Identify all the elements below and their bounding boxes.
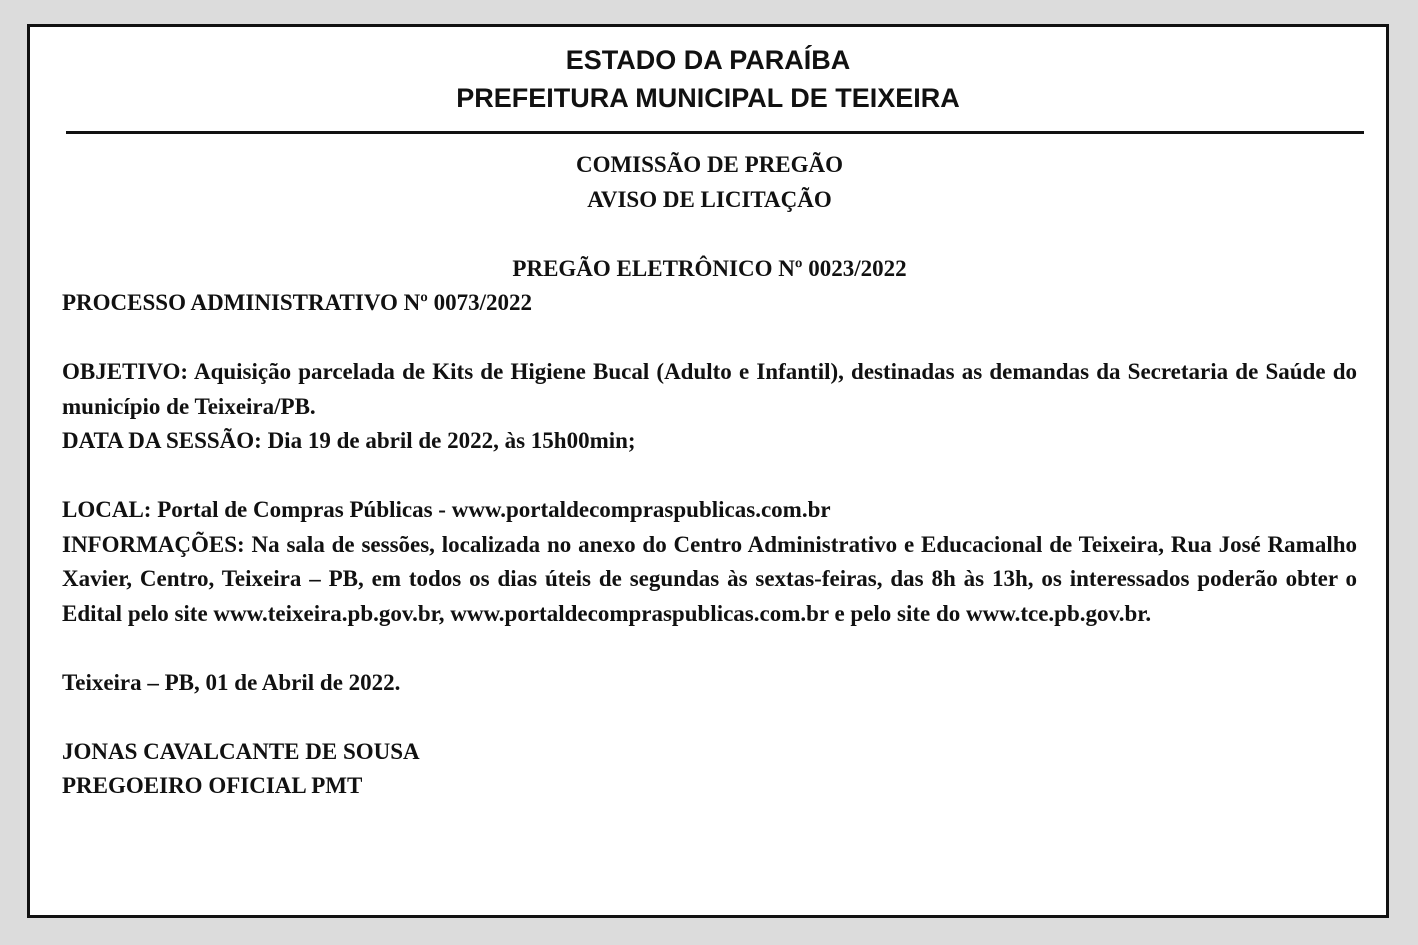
spacer <box>62 459 1357 494</box>
notice-body <box>62 148 1357 804</box>
local-line: LOCAL: Portal de Compras Públicas - www.portaldecompraspublicas.com.br <box>62 497 831 522</box>
objetivo-paragraph: OBJETIVO: Aquisição parcelada de Kits de Higiene Bucal (Adulto e Infantil), destinadas as demandas da Secretaria de Saúde do município de Teixeira/PB. <box>62 359 1357 419</box>
spacer <box>62 321 1357 356</box>
processo-number: PROCESSO ADMINISTRATIVO Nº 0073/2022 <box>62 290 532 315</box>
licitacao-notice <box>27 24 1389 918</box>
notice-type: AVISO DE LICITAÇÃO <box>587 186 832 212</box>
municipality-name: PREFEITURA MUNICIPAL DE TEIXEIRA <box>456 83 960 113</box>
session-date: DATA DA SESSÃO: Dia 19 de abril de 2022, às 15h00min; <box>62 428 636 453</box>
spacer <box>62 217 1357 252</box>
spacer <box>62 700 1357 735</box>
spacer <box>62 631 1357 666</box>
pregao-number: PREGÃO ELETRÔNICO Nº 0023/2022 <box>512 255 907 281</box>
notice-header <box>30 41 1386 117</box>
place-date: Teixeira – PB, 01 de Abril de 2022. <box>62 669 401 695</box>
informacoes-paragraph: INFORMAÇÕES: Na sala de sessões, localizada no anexo do Centro Administrativo e Educacional de Teixeira, Rua José Ramalho Xavier, Centro, Teixeira – PB, em todos os dias úteis de segundas às sextas-feiras, das 8h às 13h, os interessados poderão obter o Edital pelo site www.teixeira.pb.gov.br, www.portaldecompraspublicas.com.br e pelo site do www.tce.pb.gov.br. <box>62 531 1357 626</box>
signatory-title: PREGOEIRO OFICIAL PMT <box>62 773 363 798</box>
committee-title: COMISSÃO DE PREGÃO <box>575 152 844 177</box>
header-divider <box>66 131 1364 134</box>
state-name: ESTADO DA PARAÍBA <box>565 45 851 75</box>
signatory-name: JONAS CAVALCANTE DE SOUSA <box>62 738 420 764</box>
